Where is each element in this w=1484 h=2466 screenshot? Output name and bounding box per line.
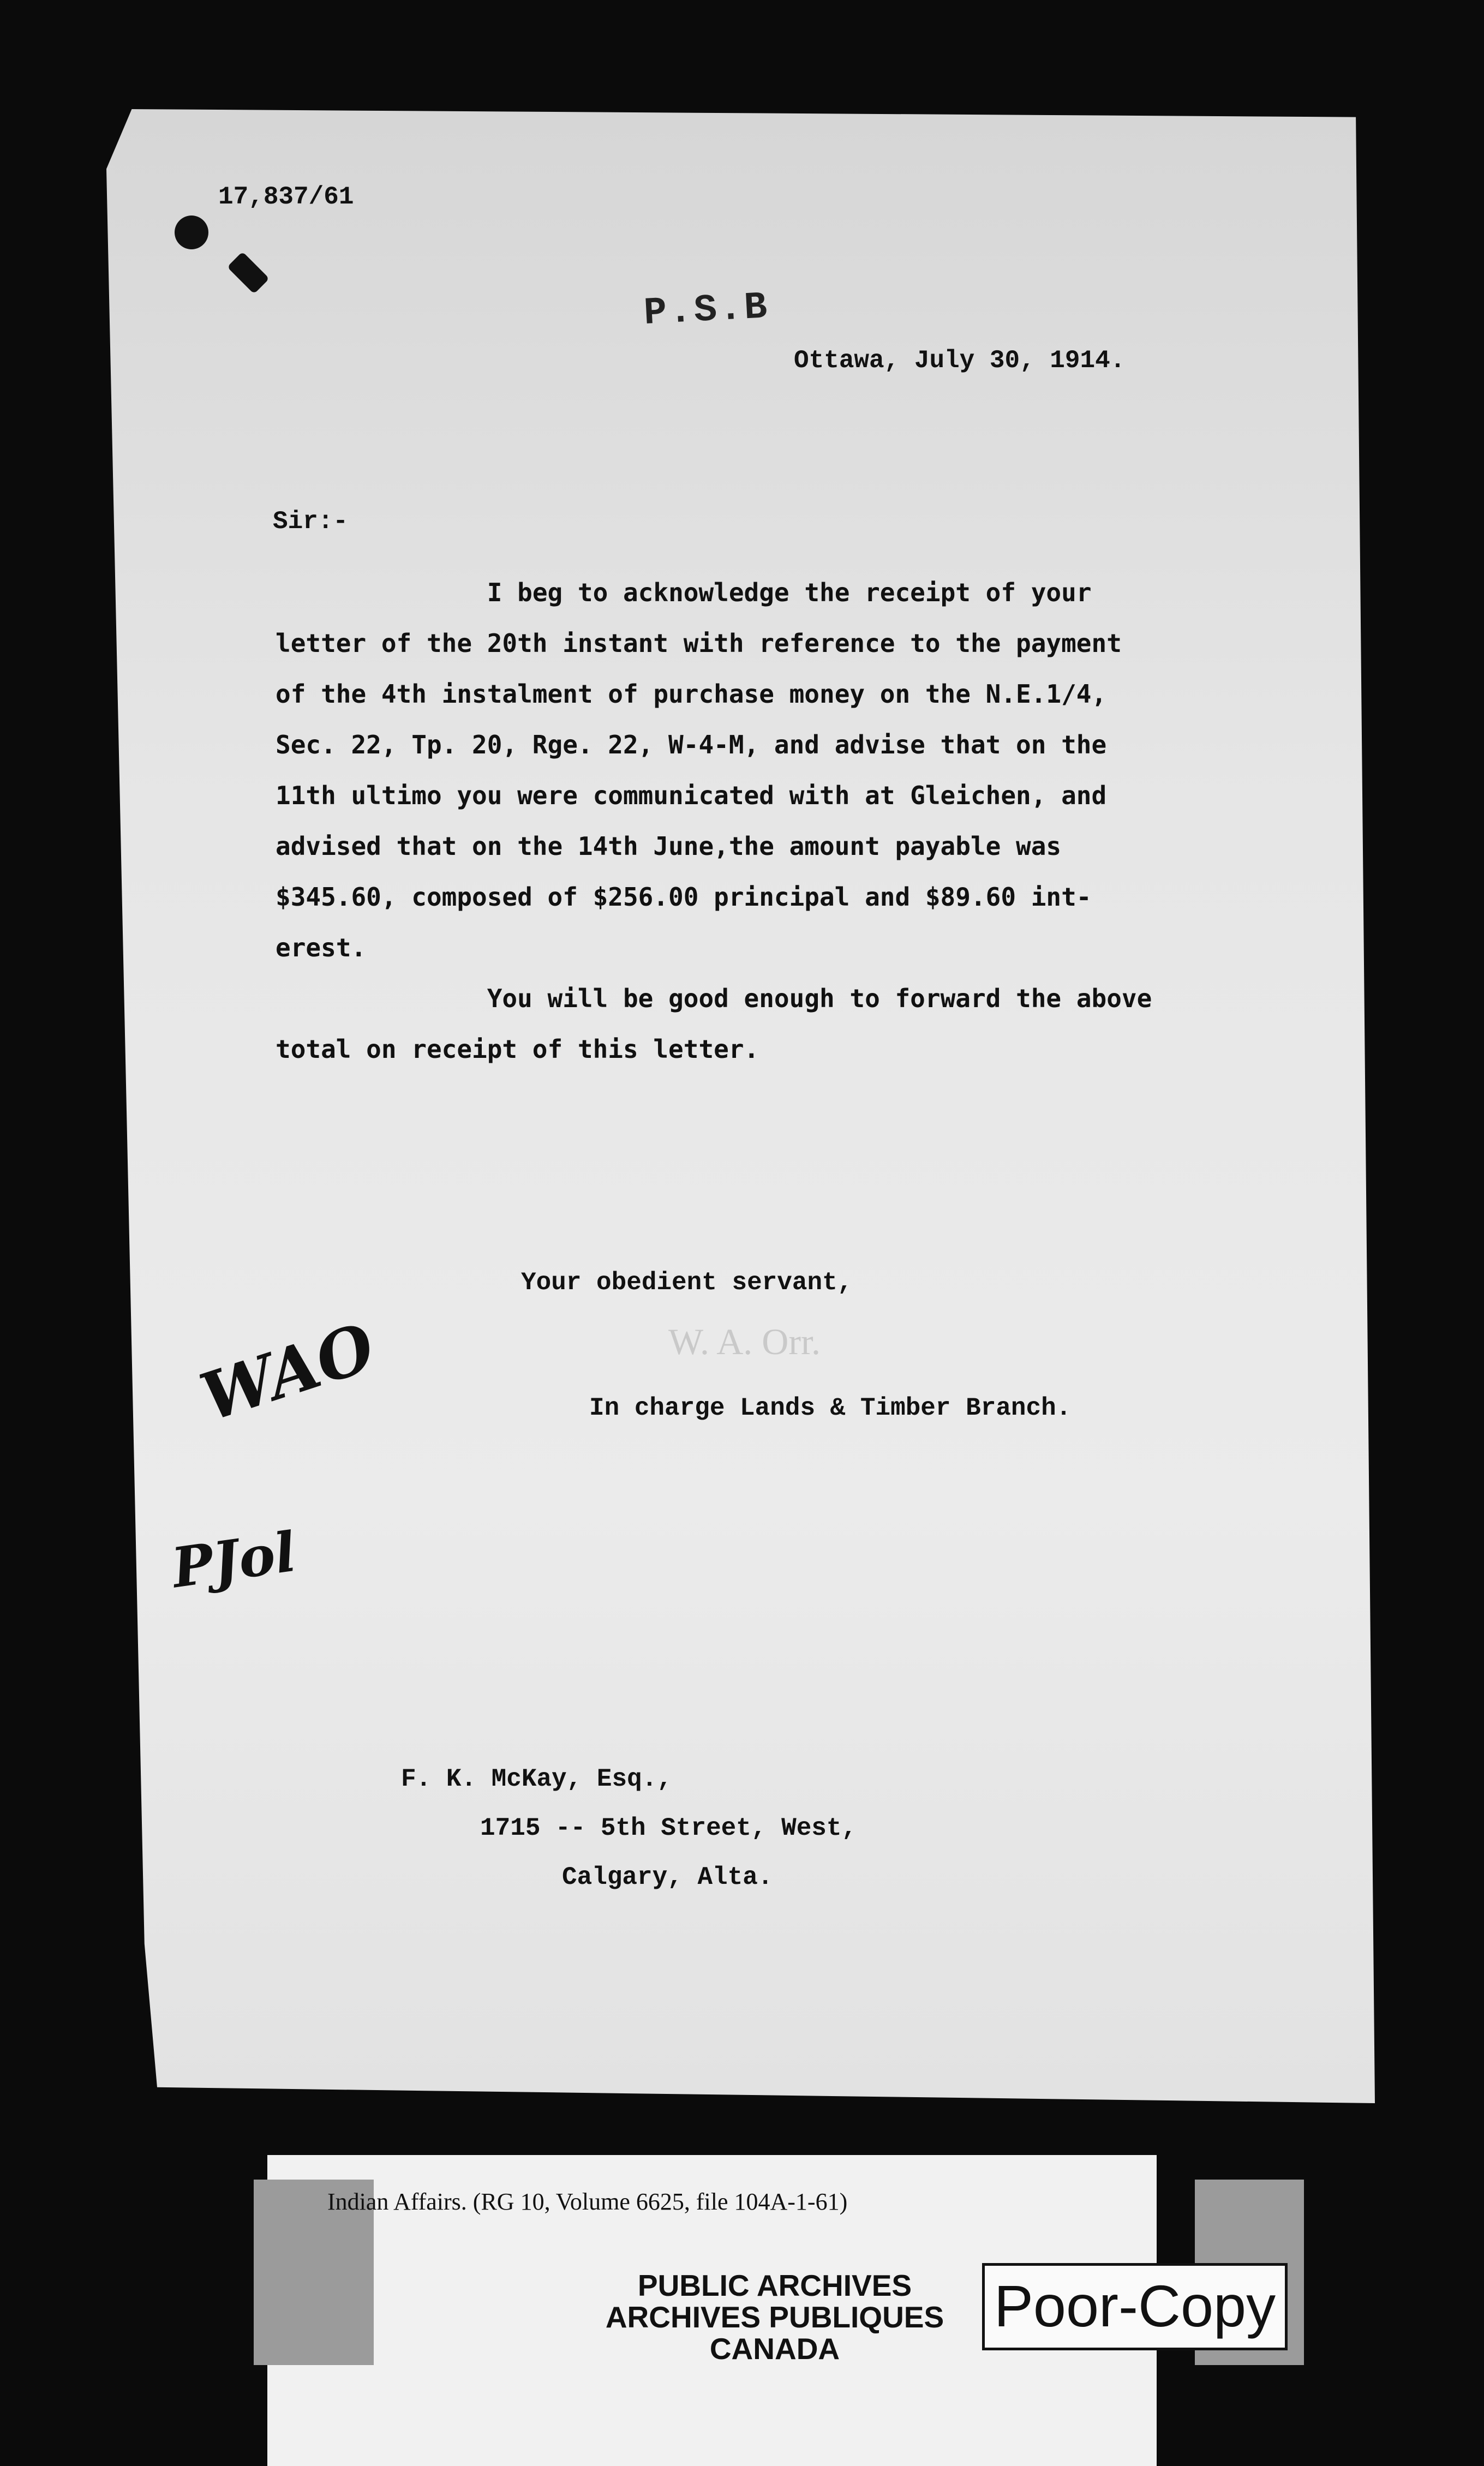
handwritten-initials: PJol [167,1519,300,1601]
file-reference: 17,837/61 [218,183,354,211]
addressee-street: 1715 -- 5th Street, West, [480,1814,857,1842]
signatory-title: In charge Lands & Timber Branch. [589,1394,1072,1422]
received-stamp: P.S.B [643,286,770,336]
archives-line-3: CANADA [709,2332,840,2366]
archives-stamp [567,2270,982,2365]
archives-line-1: PUBLIC ARCHIVES [637,2269,912,2302]
handwritten-initials-wao: WAO [192,1308,384,1436]
punch-hole [175,216,208,249]
letter-page [106,109,1375,2103]
addressee-city: Calgary, Alta. [562,1863,773,1892]
letter-body: I beg to acknowledge the receipt of your letter of the 20th instant with reference to the payment of the 4th instalment of purchase money on the N.E.1/4, Sec. 22, Tp. 20, Rge. 22, W-4-M, and advise that on the 11th ultimo you were communicated with at Gleichen, and advised that on the 14th June,the amount payable was $345.60, composed of $256.00 principal and $89.60 int- erest. You will be good enough to forward the above total on receipt of this letter. [276,578,1152,1064]
archive-reference: Indian Affairs. (RG 10, Volume 6625, file 104A-1-61) [327,2188,848,2215]
closing: Your obedient servant, [521,1268,853,1297]
punch-slot [227,252,270,294]
addressee-name: F. K. McKay, Esq., [401,1765,672,1793]
archives-line-2: ARCHIVES PUBLIQUES [605,2300,944,2334]
salutation: Sir:- [273,507,349,536]
date-line: Ottawa, July 30, 1914. [794,346,1126,375]
poor-copy-stamp: Poor-Copy [982,2263,1288,2350]
signature: W. A. Orr. [668,1321,821,1362]
